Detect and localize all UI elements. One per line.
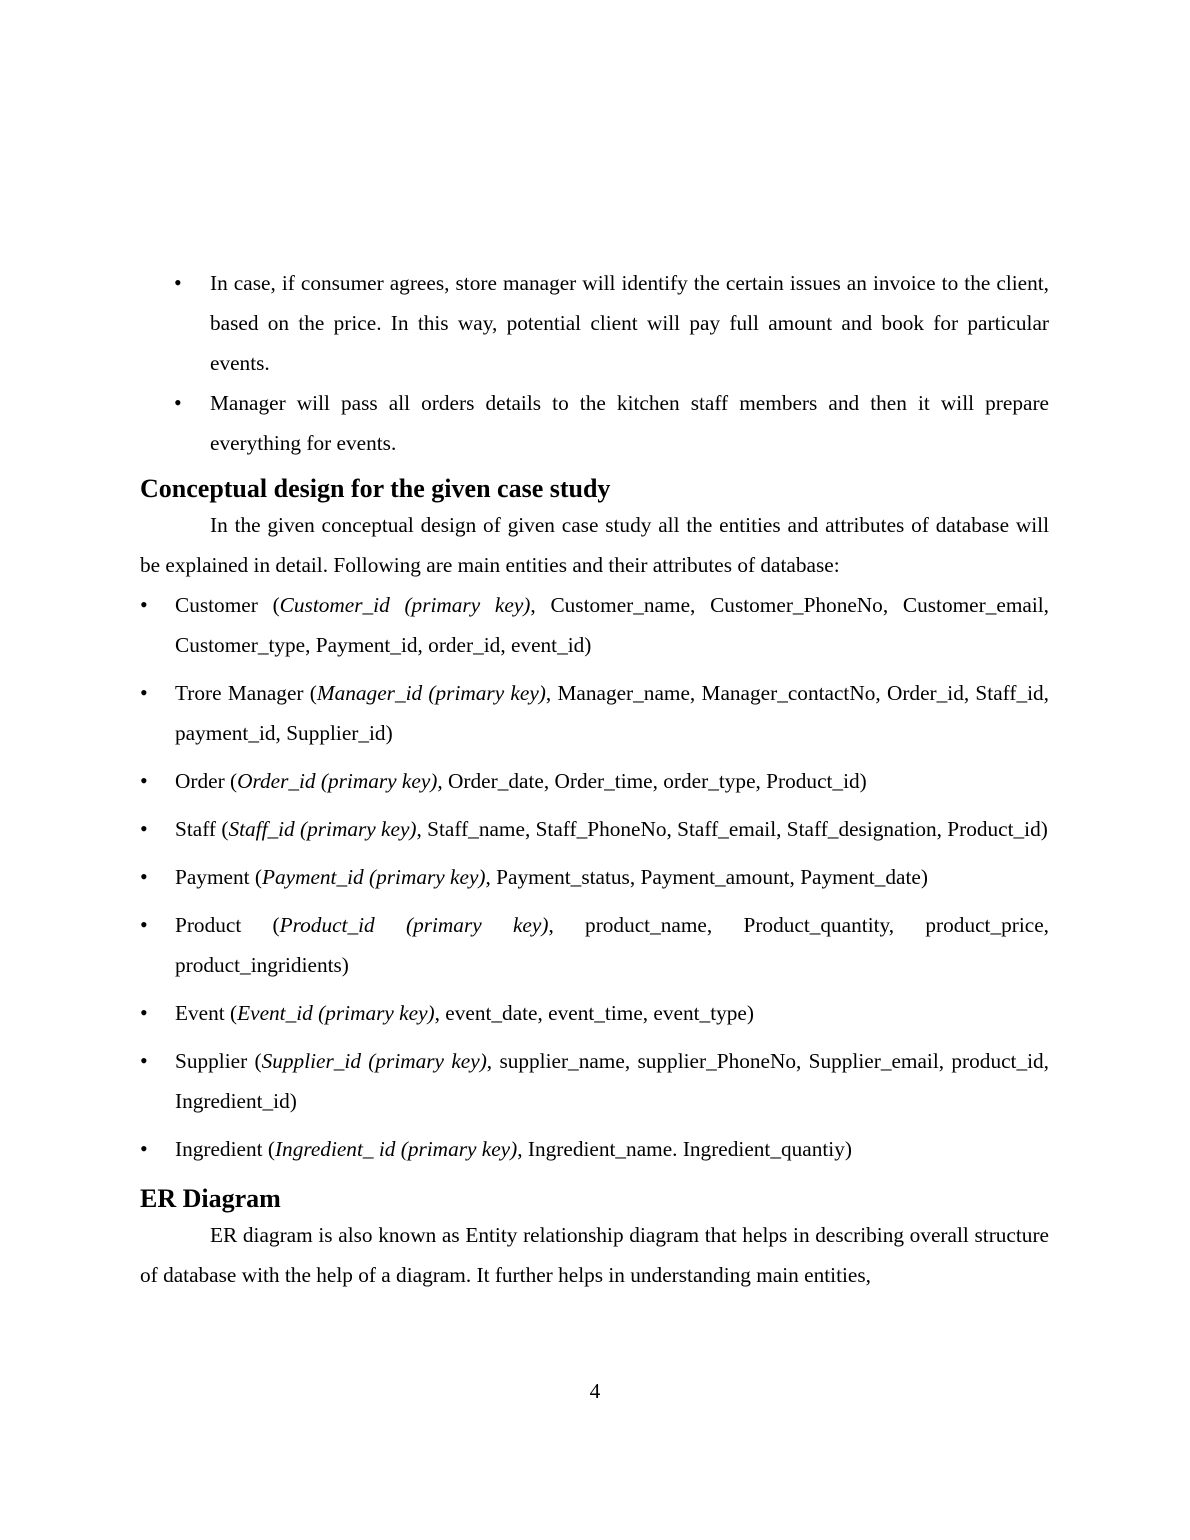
- entity-primary-key: Product_id (primary key): [279, 913, 549, 937]
- document-body: [140, 263, 1049, 1295]
- entity-name: Customer: [175, 593, 258, 617]
- entity-open-paren: (: [224, 1001, 238, 1025]
- entity-primary-key: Payment_id (primary key): [261, 865, 486, 889]
- entity-primary-key: Staff_id (primary key): [228, 817, 417, 841]
- entity-attributes: , Staff_name, Staff_PhoneNo, Staff_email, Staff_designation, Product_id): [416, 817, 1048, 841]
- entity-item: [140, 761, 1049, 801]
- entity-item: [140, 857, 1049, 897]
- entity-primary-key: Manager_id (primary key): [316, 681, 546, 705]
- page-number: 4: [589, 1379, 601, 1403]
- entity-primary-key: Event_id (primary key): [237, 1001, 435, 1025]
- entity-open-paren: (: [262, 1137, 275, 1161]
- entity-open-paren: (: [303, 681, 317, 705]
- entity-item: [140, 1041, 1049, 1121]
- entity-name: Event: [175, 1001, 225, 1025]
- entity-attributes: , product_name, Product_quantity, product_price, product_ingridients): [175, 913, 1049, 977]
- entity-open-paren: (: [241, 913, 280, 937]
- entity-item: [140, 809, 1049, 849]
- entity-name: Staff: [175, 817, 217, 841]
- entity-open-paren: (: [249, 865, 262, 889]
- entity-attributes: , Payment_status, Payment_amount, Payment_date): [485, 865, 928, 889]
- entity-open-paren: (: [224, 769, 238, 793]
- entity-attributes: , event_date, event_time, event_type): [434, 1001, 754, 1025]
- entity-open-paren: (: [216, 817, 229, 841]
- section-heading-er-diagram: ER Diagram: [140, 1184, 281, 1213]
- entity-attributes: , Ingredient_name. Ingredient_quantiy): [517, 1137, 852, 1161]
- intro-bullet: • Manager will pass all orders details to the kitchen staff members and then it will prepare everything for events.: [140, 383, 1049, 463]
- er-paragraph: ER diagram is also known as Entity relationship diagram that helps in describing overall structure of database with the help of a diagram. It further helps in understanding main entities,: [140, 1223, 1049, 1287]
- entity-name: Product: [175, 913, 242, 937]
- entity-attributes: , Customer_name, Customer_PhoneNo, Customer_email, Customer_type, Payment_id, order_id, event_id): [175, 593, 1049, 657]
- entity-attributes: , Order_date, Order_time, order_type, Product_id): [437, 769, 867, 793]
- entity-name: Supplier: [175, 1049, 248, 1073]
- entity-item: [140, 673, 1049, 753]
- entity-name: Ingredient: [175, 1137, 263, 1161]
- section-heading-conceptual: Conceptual design for the given case study: [140, 474, 611, 503]
- entity-open-paren: (: [257, 593, 280, 617]
- entity-name: Payment: [175, 865, 250, 889]
- entity-item: [140, 905, 1049, 985]
- entity-attributes: , Manager_name, Manager_contactNo, Order_id, Staff_id, payment_id, Supplier_id): [175, 681, 1049, 745]
- entity-primary-key: Customer_id (primary key): [279, 593, 531, 617]
- entity-primary-key: Supplier_id (primary key): [261, 1049, 487, 1073]
- conceptual-paragraph: In the given conceptual design of given case study all the entities and attributes of database will be explained in detail. Following are main entities and their attributes of database:: [140, 513, 1049, 577]
- entity-open-paren: (: [247, 1049, 262, 1073]
- intro-bullet: • In case, if consumer agrees, store manager will identify the certain issues an invoice to the client, based on the price. In this way, potential client will pay full amount and book for particular events.: [140, 263, 1049, 383]
- entity-primary-key: Order_id (primary key): [237, 769, 438, 793]
- entity-item: [140, 1129, 1049, 1169]
- entity-name: Order: [175, 769, 225, 793]
- entity-attributes: , supplier_name, supplier_PhoneNo, Supplier_email, product_id, Ingredient_id): [175, 1049, 1050, 1113]
- entity-primary-key: Ingredient_ id (primary key): [274, 1137, 518, 1161]
- entity-list: [140, 585, 1049, 1169]
- entity-item: [140, 993, 1049, 1033]
- entity-item: [140, 585, 1049, 665]
- entity-name: Trore Manager: [175, 681, 304, 705]
- intro-bullet-list: [140, 263, 1049, 463]
